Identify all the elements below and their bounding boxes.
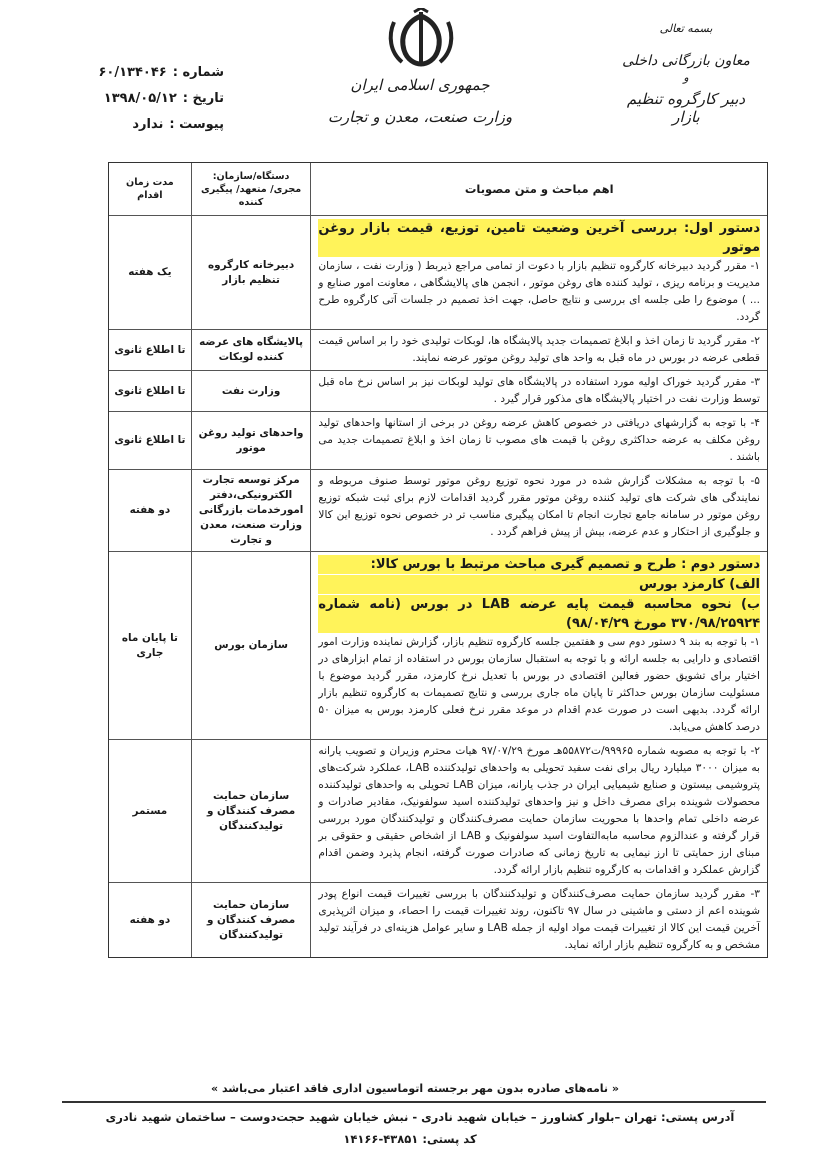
table-row — [109, 551, 767, 739]
deadline: تا اطلاع ثانوی — [114, 343, 186, 356]
agenda-heading: دستور دوم : طرح و تصمیم گیری مباحث مرتبط با بورس کالا: — [318, 555, 760, 574]
responsible-org: مرکز توسعه تجارت الکترونیکی،دفتر امورخدمات بازرگانی وزارت صنعت، معدن و تجارت — [191, 470, 311, 551]
deadline: یک هفته — [128, 266, 172, 278]
sender-title — [611, 22, 761, 126]
attachment-label: پیوست : — [169, 117, 224, 132]
table-row — [109, 215, 767, 329]
table-row — [109, 739, 767, 882]
table-row — [109, 469, 767, 551]
row-text-cell — [310, 412, 767, 469]
date-label: تاریخ : — [182, 91, 224, 106]
column-header-time: مدت زمان اقدام — [126, 177, 174, 201]
responsible-org: واحدهای تولید روغن موتور — [191, 412, 311, 469]
resolution-text: ۲- با توجه به مصوبه شماره ۹۹۹۶۵/ت۵۵۸۷۲هـ مورخ ۹۷/۰۷/۲۹ هیات محترم وزیران و تصویب یارانه به میزان ۳۰۰۰ میلیارد ریال برای نفت سفید تحویلی به واحدهای تولیدکننده LAB، عملکرد شرکت‌های پتروشیمی بیستون و صنایع شیمیایی ایران در جذب یارانه، میزان LAB تحویلی به واحدهای تولیدکننده محصولات شوینده برای مصرف داخل و نیز واحدهای تولیدکننده اسید سولفونیک، مقادیر صادرات و عرضه داخلی تمام واحدها با محوریت سازمان حمایت مصرف‌کنندگان و تولیدکنندگان مورد بررسی قرار گرفته و عندالزوم محاسبه مابه‌التفاوت اسید سولفونیک و LAB از اشخاص حقیقی و حقوقی بر مبنای ارز حمایتی تا ارز نیمایی به تاریخ زمانی که صادرات صورت گرفته، انجام پذیرد وضمن اقدام گزارش عملکرد و اقدامات به کارگروه تنظیم بازار ارائه گردد. — [318, 745, 761, 876]
responsible-org: سازمان حمایت مصرف کنندگان و تولیدکنندگان — [191, 740, 311, 882]
country-name: جمهوری اسلامی ایران — [350, 76, 490, 94]
responsible-org: وزارت نفت — [191, 371, 311, 411]
deadline: تا اطلاع ثانوی — [114, 434, 186, 446]
agenda-heading: دستور اول: بررسی آخرین وضعیت تامین، توزیع، قیمت بازار روغن موتور — [318, 221, 760, 255]
bismillah: بسمه تعالی — [659, 22, 713, 35]
row-text-cell — [310, 552, 767, 739]
resolution-text: ۱- با توجه به بند ۹ دستور دوم سی و هفتمین جلسه کارگروه تنظیم بازار، گزارش نماینده وزارت امور اقتصادی و دارایی به جلسه ارائه و با توجه به استقبال سازمان بورس در استفاده از تمام ابزارهای در اختیار برای تشویق حضور فعالین اقتصادی در بورس با تعدیل نرخ کارمزد، مقرر گردید موضوع با مسئولیت سازمان بورس حداکثر تا پایان ماه جاری بررسی و نتایج تصمیمات به کارگروه تنظیم بازار ارائه گردد. بدیهی است در صورت عدم اقدام در موعد مقرر نرخ فعلی کارمزد بورس به میزان ۵۰ درصد کاهش می‌یابد. — [318, 636, 760, 733]
letter-meta — [64, 60, 224, 138]
deadline: تا پایان ماه جاری — [121, 631, 178, 659]
resolutions-table — [108, 162, 768, 958]
agenda-subitem: الف) کارمزد بورس — [318, 575, 760, 594]
agenda-subitem: ب) نحوه محاسبه قیمت پایه عرضه LAB در بورس (نامه شماره ۳۷۰/۹۸/۲۵۹۲۴ مورخ ۹۸/۰۴/۲۹) — [318, 597, 761, 631]
resolution-text: ۳- مقرر گردید سازمان حمایت مصرف‌کنندگان و تولیدکنندگان با بررسی تغییرات قیمت انواع پودر شوینده اعم از دستی و ماشینی در سال ۹۷ تاکنون، روند تغییرات قیمت را احصاء، و میزان اثرپذیری آخرین قیمت این کالا از تغییرات قیمت مواد اولیه از جمله LAB و سایر عوامل هزینه‌ای در فرآیند تولید مشخص و به کارگروه تنظیم بازار ارائه نماید. — [318, 888, 760, 951]
deadline: تا اطلاع ثانوی — [114, 384, 186, 397]
footer-divider — [62, 1101, 766, 1103]
postal-address: آدرس پستی: تهران –بلوار کشاورز – خیابان شهید نادری - نبش خیابان شهید حجت‌دوست – ساختمان شهید نادری — [105, 1110, 735, 1124]
table-row — [109, 882, 767, 957]
resolution-text: ۲- مقرر گردید تا زمان اخذ و ابلاغ تصمیمات جدید پالایشگاه ها، لوبکات تولیدی خود را بر اساس قیمت قطعی عرضه در بورس در ماه قبل به واحد های تولید روغن موتور عرضه نمایند. — [318, 335, 760, 364]
resolution-text: ۴- با توجه به گزارشهای دریافتی در خصوص کاهش عرضه روغن در برخی از استانها واحدهای تولید روغن مکلف به عرضه حداکثری روغن با قیمت های مصوب تا زمان اخذ و ابلاغ تصمیمات جدید می باشند . — [318, 417, 760, 463]
secretary-title: دبیر کارگروه تنظیم بازار — [626, 90, 746, 126]
iran-emblem-icon — [384, 8, 458, 70]
resolution-text: ۳- مقرر گردید خوراک اولیه مورد استفاده در پالایشگاه های تولید لوبکات نیز بر اساس نرخ ماه قبل توسط وزارت نفت در اختیار پالایشگاه های مذکور قرار گیرد . — [318, 376, 760, 405]
attachment-value: ندارد — [132, 117, 164, 132]
resolution-text: ۱- مقرر گردید دبیرخانه کارگروه تنظیم بازار با دعوت از تمامی مراجع ذیربط ( وزارت نفت ، سازمان مدیریت و برنامه ریزی ، تولید کننده های روغن موتور ، انجمن های پالایشگاهی ، معاونت امور صنایع و ... ) موضوع را طی جلسه ای بررسی و نتایج حاصل، جهت اخذ تصمیم در جلسات آتی کارگروه طرح گردد. — [318, 260, 760, 323]
table-row — [109, 329, 767, 370]
table-header-row — [109, 163, 767, 215]
number-label: شماره : — [172, 65, 224, 80]
column-header-main: اهم مباحث و متن مصوبات — [310, 163, 767, 215]
ministry-name: وزارت صنعت، معدن و تجارت — [327, 108, 513, 126]
deadline: دو هفته — [129, 504, 171, 516]
responsible-org: سازمان حمایت مصرف کنندگان و تولیدکنندگان — [191, 883, 311, 957]
row-text-cell — [310, 216, 767, 329]
row-text-cell — [310, 740, 767, 882]
row-text-cell — [310, 371, 767, 411]
deadline: دو هفته — [129, 913, 171, 926]
date-value: ۱۳۹۸/۰۵/۱۲ — [103, 91, 177, 106]
row-text-cell — [310, 883, 767, 957]
deputy-title: معاون بازرگانی داخلی — [622, 53, 750, 69]
number-value: ۶۰/۱۳۴۰۴۶ — [98, 65, 167, 80]
postal-code: کد پستی: ۴۳۸۵۱-۱۴۱۶۶ — [343, 1132, 477, 1146]
title-conjunction: و — [683, 71, 689, 84]
table-row — [109, 411, 767, 469]
responsible-org: دبیرخانه کارگروه تنظیم بازار — [191, 216, 311, 329]
column-header-org: دستگاه/سازمان: مجری/ متعهد/ پیگیری کننده — [191, 163, 311, 215]
responsible-org: پالایشگاه های عرضه کننده لوبکات — [191, 330, 311, 370]
row-text-cell — [310, 470, 767, 551]
table-row — [109, 370, 767, 411]
resolution-text: ۵- با توجه به مشکلات گزارش شده در مورد نحوه توزیع روغن موتور توسط صنوف مربوطه و نمایندگی های شرکت های تولید کننده روغن موتور مقرر گردید اقدامات لازم برای ثبت شبکه توزیع روغن موتور در سامانه جامع تجارت انجام تا امکان پیگیری مناسب تر در خصوص نحوه توزیع این کالا و جلوگیری از احتکار و عدم عرضه، بیش از پیش فراهم گردد . — [318, 475, 760, 538]
deadline: مستمر — [132, 804, 168, 817]
row-text-cell — [310, 330, 767, 370]
ministry-title — [300, 70, 540, 126]
responsible-org: سازمان بورس — [191, 552, 311, 739]
validity-note: « نامه‌های صادره بدون مهر برجسته اتوماسیون اداری فاقد اعتبار می‌باشد » — [211, 1082, 619, 1095]
